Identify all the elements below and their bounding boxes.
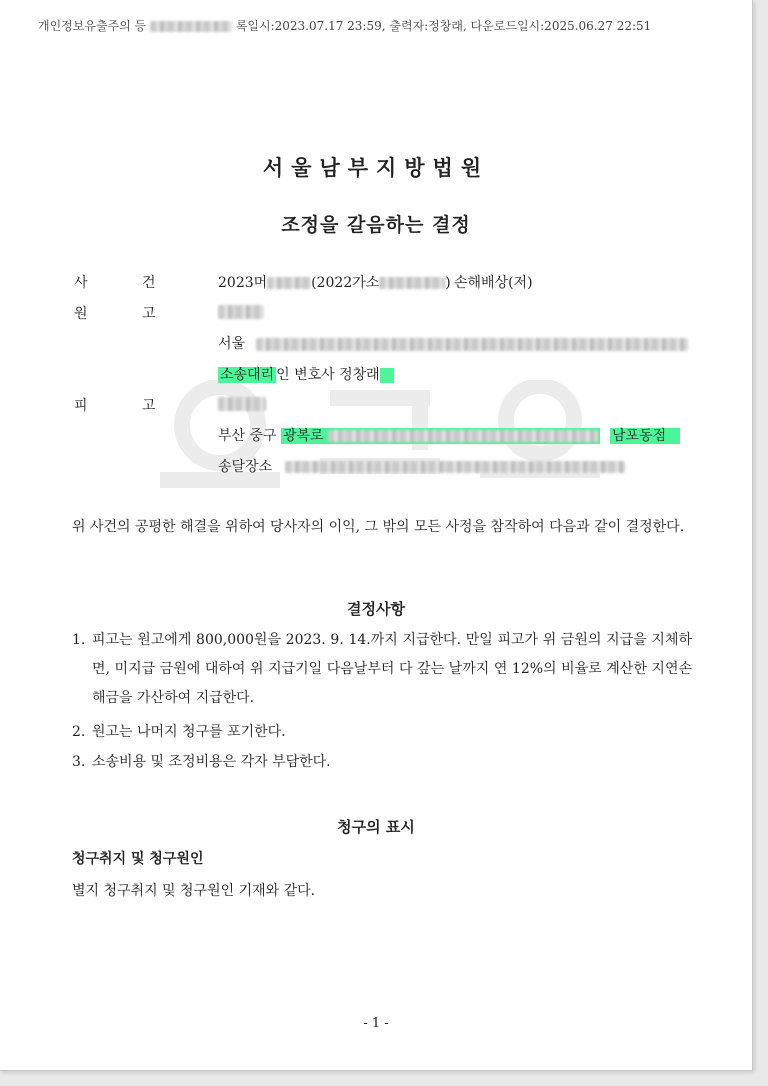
redacted-block (256, 338, 688, 351)
case-number-mid: (2022가소 (311, 275, 380, 291)
header-prefix: 개인정보유출주의 등 (38, 19, 147, 33)
defendant-street-highlight (281, 428, 600, 444)
redacted-plaintiff-name (218, 305, 264, 319)
defendant-branch (610, 428, 680, 444)
case-label-a: 사 (74, 275, 88, 291)
document-title: 조정을 갈음하는 결정 (281, 214, 471, 236)
plaintiff-representative (218, 364, 394, 384)
defendant-label-a: 피 (74, 398, 88, 414)
case-number (218, 272, 451, 292)
claim-text: 별지 청구취지 및 청구원인 기재와 같다. (72, 883, 316, 899)
decision-item (72, 626, 692, 713)
decision-item-text: 소송비용 및 조정비용은 각자 부담한다. (92, 754, 331, 770)
decision-item-text: 원고는 나머지 청구를 포기한다. (92, 724, 286, 740)
redacted-block (379, 277, 445, 289)
court-name: 서울남부지방법원 (262, 156, 490, 180)
defendant-delivery (218, 456, 625, 476)
representative-label-highlight: 소송대리 (220, 367, 275, 383)
highlight-tail (380, 368, 394, 383)
decision-item (72, 718, 692, 747)
decision-item-text: 피고는 원고에게 800,000원을 2023. 9. 14.까지 지급한다. 만일 피고가 위 금원의 지급을 지체하면, 미지급 금원에 대하여 위 지급기일 다음날부터 다 갚는 날까지 연 12%의 비율로 계산한 지연손해금을 가산하여 지급한다. (92, 632, 692, 706)
case-number-prefix: 2023머 (218, 275, 268, 291)
redacted-defendant-name (218, 397, 266, 411)
case-number-end: ) (445, 275, 451, 291)
defendant-branch-text: 남포동점 (612, 428, 667, 444)
plaintiff-address-city: 서울 (218, 336, 246, 352)
defendant-address-prefix: 부산 중구 (218, 428, 277, 444)
plaintiff-address (218, 333, 688, 353)
header-suffix: 록일시:2023.07.17 23:59, 출력자:정창래, 다운로드일시:2025.06.27 22:51 (235, 19, 652, 33)
claim-subheading: 청구취지 및 청구원인 (72, 851, 204, 867)
redacted-block (285, 461, 625, 473)
plaintiff-label-a: 원 (74, 306, 88, 322)
redacted-block (267, 277, 311, 289)
intro-paragraph: 위 사건의 공평한 해결을 위하여 당사자의 이익, 그 밖의 모든 사정을 참작하여 다음과 같이 결정한다. (72, 519, 685, 535)
case-name: 손해배상(저) (454, 275, 533, 291)
representative-rest: 인 변호사 정창래 (276, 367, 380, 383)
page-number: - 1 - (363, 1016, 389, 1031)
claim-heading: 청구의 표시 (337, 818, 415, 836)
redacted-block (150, 21, 232, 32)
delivery-label: 송달장소 (218, 459, 273, 475)
redacted-block (328, 430, 598, 442)
defendant-label-b: 고 (142, 398, 156, 414)
decision-heading: 결정사항 (347, 600, 405, 618)
decision-item-number: 1. (72, 632, 86, 648)
decision-item-number: 3. (72, 754, 86, 770)
defendant-address-street: 광복로 (283, 428, 324, 444)
decision-item-number: 2. (72, 724, 86, 740)
defendant-address (218, 425, 680, 445)
print-header (38, 17, 651, 34)
case-label-b: 건 (142, 275, 156, 291)
decision-item (72, 748, 692, 777)
plaintiff-label-b: 고 (142, 306, 156, 322)
